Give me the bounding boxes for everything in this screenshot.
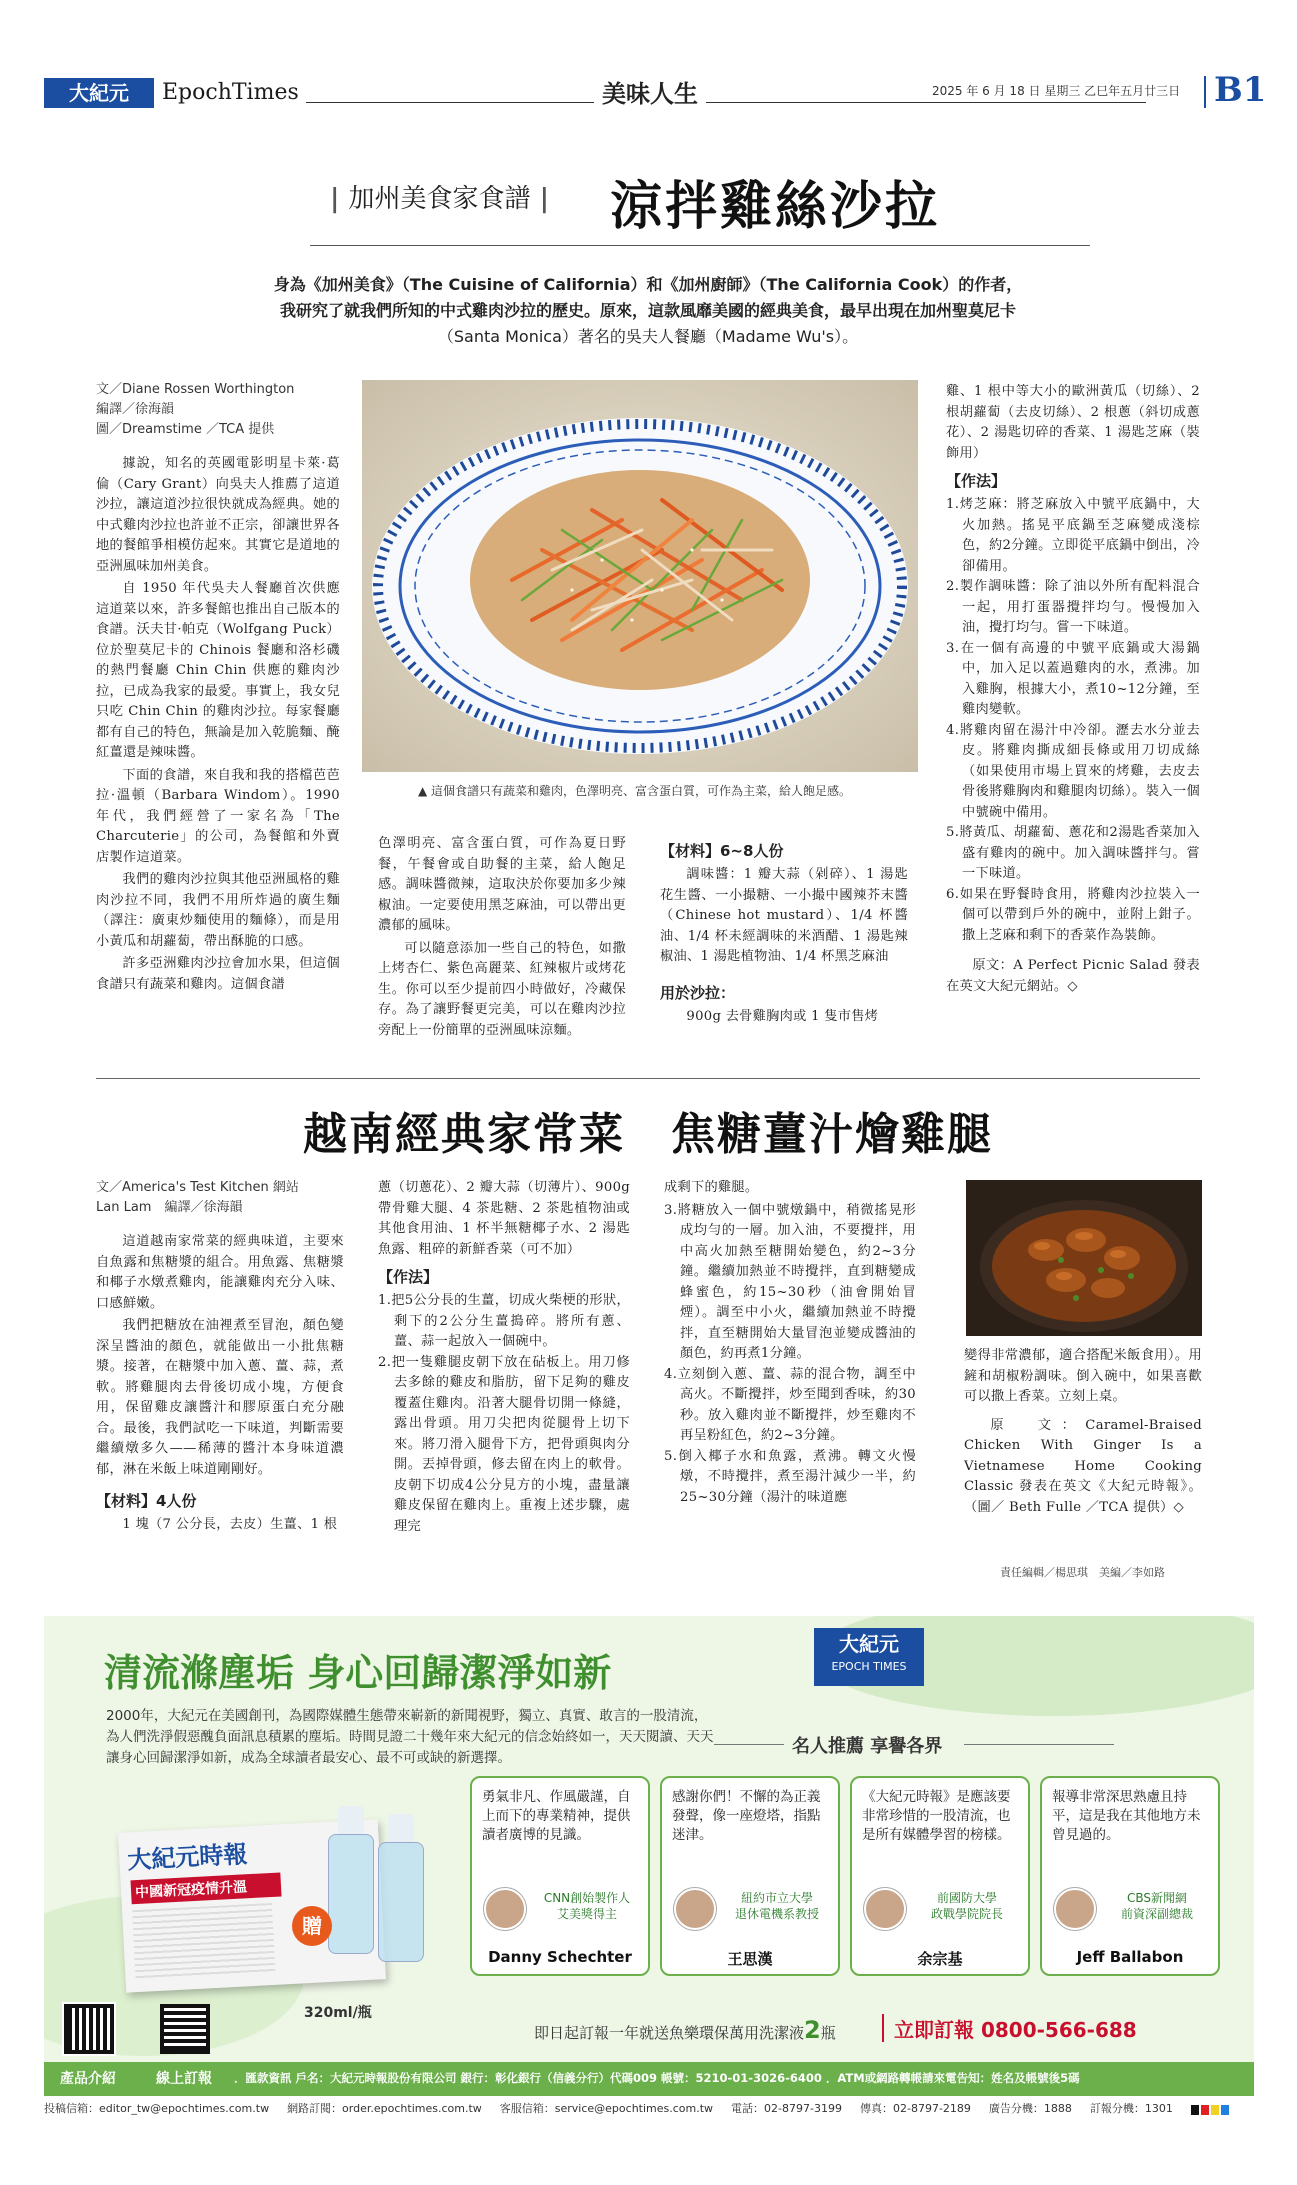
editor-credits: 責任編輯／楊思琪 美編／李如路 (1000, 1566, 1165, 1579)
article2-col4: 變得非常濃郁，適合搭配米飯食用）。用鏟和胡椒粉調味。倒入碗中，如果喜歡可以撒上香菜。立刻上桌。 原 文：Caramel-Braised Chicken With Ginger Is a Vietnamese Home Cooking Classic 發表在英文《大紀元時報》。（圖／ Beth Fulle ／TCA 提供）◇ (964, 1348, 1202, 1515)
article2-col3: 成剩下的雞腿。 3.將糖放入一個中號燉鍋中，稍微搖晃形成均勻的一層。加入油，不要攪拌，用中高火加熱至糖開始變色，約2~3分鐘。繼續加熱並不時攪拌，直到糖變成蜂蜜色，約15~30秒（油會開始冒煙）。調至中小火，繼續加熱並不時攪拌，直至糖開始大量冒泡並變成醬油的顏色，約再煮1分鐘。 4.立刻倒入蔥、薑、蒜的混合物，調至中高火。不斷攪拌，炒至聞到香味，約30秒。放入雞肉並不斷攪拌，炒至雞肉不再呈粉紅色，約2~3分鐘。 5.倒入椰子水和魚露，煮沸。轉文火慢燉，不時攪拌，煮至湯汁減少一半，約25~30分鐘（湯汁的味道應 (664, 1180, 916, 1505)
qr-label-subscribe: 線上訂報 (156, 2071, 212, 2087)
footer-service: 客服信箱：service@epochtimes.com.tw (499, 2102, 714, 2115)
chicken-illustration (966, 1180, 1202, 1336)
article1-col4: 雞、1 根中等大小的歐洲黃瓜（切絲）、2 根胡蘿蔔（去皮切絲）、2 根蔥（斜切成蔥花）、2 湯匙切碎的香菜、1 湯匙芝麻（裝飾用） 【作法】 1.烤芝麻：將芝麻放入中號平底鍋中，大火加熱。搖晃平底鍋至芝麻變成淺棕色，約2分鐘。立即從平底鍋中倒出，冷卻備用。 2.製作調味醬：除了油以外所有配料混合一起，用打蛋器攪拌均勻。慢慢加入油，攪打均勻。嘗一下味道。 3.在一個有高邊的中號平底鍋或大湯鍋中，加入足以蓋過雞肉的水，煮沸。加入雞胸，根據大小，煮10~12分鐘，至雞肉變軟。 4.將雞肉留在湯汁中冷卻。瀝去水分並去皮。將雞肉撕成細長條或用刀切成絲（如果使用市場上買來的烤雞，去皮去骨後將雞胸肉和雞腿肉切絲）。裝入一個中號碗中備用。 5.將黃瓜、胡蘿蔔、蔥花和2湯匙香菜加入盛有雞肉的碗中。加入調味醬拌勻。嘗一下味道。 6.如果在野餐時食用，將雞肉沙拉裝入一個可以帶到戶外的碗中，並附上鉗子。撒上芝麻和剩下的香菜作為裝飾。 原文：A Perfect Picnic Salad 發表在英文大紀元網站。◇ (946, 384, 1200, 994)
footer-ad-ext: 廣告分機：1888 (988, 2102, 1072, 2115)
subscription-ad (44, 1616, 1254, 2096)
qr-label-product: 產品介紹 (60, 2071, 116, 2087)
bottle-size: 320ml/瓶 (304, 2005, 372, 2021)
section-title: 美味人生 (594, 74, 706, 109)
byline: 文／Diane Rossen Worthington 編譯／徐海韻 圖／Dreamstime ／TCA 提供 (96, 382, 295, 437)
article2-col2: 蔥（切蔥花）、2 瓣大蒜（切薄片）、900g 帶骨雞大腿、4 茶匙糖、2 茶匙植物油或其他食用油、1 杯半無糖椰子水、2 湯匙魚露、粗碎的新鮮香菜（可不加） 【作法】 1.把5公分長的生薑，切成火柴梗的形狀，剩下的2公分生薑搗碎。將所有蔥、薑、蒜一起放入一個碗中。 2.把一隻雞腿皮朝下放在砧板上。用刀修去多餘的雞皮和脂肪，留下足夠的雞皮覆蓋住雞肉。沿著大腿骨切開一條縫，露出骨頭。用刀尖把肉從腿骨上切下來。將刀滑入腿骨下方，把骨頭與肉分開。丟掉骨頭，修去留在肉上的軟骨。皮朝下切成4公分見方的小塊，盡量讓雞皮保留在雞肉上。重複上述步驟，處理完 (378, 1180, 630, 1534)
article1-title: 涼拌雞絲沙拉 (610, 176, 941, 237)
page-number: B1 (1214, 70, 1267, 110)
ingredients-heading: 【材料】4人份 (96, 1492, 197, 1510)
endorsement-card: 勇氣非凡、作風嚴謹，自上而下的專業精神，提供讀者廣博的見識。 CNN創始製作人 艾美獎得主 Danny Schechter (470, 1776, 650, 1976)
article1-col2: 色澤明亮、富含蛋白質，可作為夏日野餐，午餐會或自助餐的主菜，給人飽足感。調味醬微辣，這取決於你要加多少辣椒油。一定要使用黑芝麻油，可以帶出更濃郁的風味。 可以隨意添加一些自己的特色，如撒上烤杏仁、紫色高麗菜、紅辣椒片或烤花生。你可以至少提前四小時做好，冷藏保存。為了讓野餐更完美，可以在雞肉沙拉旁配上一份簡單的亞洲風味涼麵。 (378, 836, 626, 1038)
ad-logo: 大紀元 EPOCH TIMES (814, 1628, 924, 1686)
logo-en: EpochTimes (162, 80, 299, 105)
article1-col1: 文／Diane Rossen Worthington 編譯／徐海韻 圖／Dreamstime ／TCA 提供 據說，知名的英國電影明星卡萊·葛倫（Cary Grant）向吳夫人推薦了這道沙拉，讓這道沙拉很快就成為經典。她的中式雞肉沙拉也許並不正宗，卻讓世界各地的餐館爭相模仿起來。其實它是道地的亞洲風味加州美食。 自 1950 年代吳夫人餐廳首次供應這道菜以來，許多餐館也推出自己版本的食譜。沃夫甘·帕克（Wolfgang Puck）位於聖莫尼卡的 Chinois 餐廳和洛杉磯的熱門餐廳 Chin Chin 供應的雞肉沙拉，已成為我家的最愛。事實上，我女兒只吃 Chin Chin 的雞肉沙拉。每家餐廳都有自己的特色，無論是加入乾脆麵、醃紅薑還是辣味醬。 下面的食譜，來自我和我的搭檔芭芭拉·溫頓（Barbara Windom）。1990 年代，我們經營了一家名為「The Charcuterie」的公司，為餐館和外賣店製作這道菜。 我們的雞肉沙拉與其他亞洲風格的雞肉沙拉不同，我們不用所炸過的廣生麵（譯注：廣東炒麵使用的麵條），而是用小黃瓜和胡蘿蔔，帶出酥脆的口感。 許多亞洲雞肉沙拉會加水果，但這個食譜只有蔬菜和雞肉。這個食譜 (96, 382, 340, 992)
footer-contribute: 投稿信箱：editor_tw@epochtimes.com.tw (44, 2102, 270, 2115)
qr-code-subscribe[interactable] (160, 2004, 210, 2054)
footer-phone: 電話：02-8797-3199 (731, 2102, 842, 2115)
qr-code-product[interactable] (64, 2004, 114, 2054)
method-heading: 【作法】 (946, 472, 1007, 490)
avatar (864, 1888, 906, 1930)
salad-illustration (362, 380, 918, 772)
gift-badge: 贈 (292, 1906, 332, 1946)
ingredients-heading: 【材料】6~8人份 (660, 842, 784, 860)
article1-lead: 身為《加州美食》（The Cuisine of California）和《加州廚師》（The California Cook）的作者， 我研究了就我們所知的中式雞肉沙拉的歷史。原來，這款風靡美國的經典美食，最早出現在加州聖莫尼卡 （Santa Monica）著名的吳夫人餐廳（Madame Wu's）。 (273, 275, 1023, 346)
offer-text: 即日起訂報一年就送魚樂環保萬用洗潔液2瓶 (534, 2016, 836, 2044)
avatar (1054, 1888, 1096, 1930)
footer-order: 網路訂閱：order.epochtimes.com.tw (287, 2102, 482, 2115)
article1-kicker: | 加州美食家食譜 | (330, 184, 550, 214)
endorsement-card: 感謝你們！不懈的為正義發聲，像一座燈塔，指點迷津。 紐約市立大學 退休電機系教授 王思漢 (660, 1776, 840, 1976)
masthead (44, 70, 1267, 114)
footer-sub-ext: 訂報分機：1301 (1089, 2102, 1173, 2115)
ad-body: 2000年，大紀元在美國創刊，為國際媒體生態帶來嶄新的新聞視野，獨立、真實、敢言的一股清流，為人們洗淨假惡醜負面訊息積累的塵垢。時間見證二十幾年來大紀元的信念始終如一，天天閱讀、天天讓身心回歸潔淨如新，成為全球讀者最安心、最不可或缺的新選擇。 (106, 1708, 714, 1766)
endorsement-card: 報導非常深思熟慮且持平，這是我在其他地方未曾見過的。 CBS新聞網 前資深副總裁 Jeff Ballabon (1040, 1776, 1220, 1976)
newspaper-image: 大紀元時報 中國新冠疫情升溫 (118, 1819, 386, 1992)
salad-photo (362, 380, 918, 772)
date: 2025 年 6 月 18 日 星期三 乙巳年五月廿三日 (926, 82, 1186, 99)
bank-info: ．匯款資訊 戶名：大紀元時報股份有限公司 銀行：彰化銀行（信義分行）代碼009 帳號：5210-01-3026-6400 ．ATM或網路轉帳請來電告知：姓名及帳號後5碼 (234, 2071, 1080, 2085)
article2-title: 越南經典家常菜 焦糖薑汁燴雞腿 (303, 1109, 993, 1160)
endorse-heading: 名人推薦 享譽各界 (792, 1736, 943, 1757)
method-heading: 【作法】 (378, 1268, 439, 1286)
endorsement-card: 《大紀元時報》是應該要非常珍惜的一股清流，也是所有媒體學習的榜樣。 前國防大學 政戰學院院長 余宗基 (850, 1776, 1030, 1976)
avatar (484, 1888, 526, 1930)
article1-col3: 【材料】6~8人份 調味醬：1 瓣大蒜（剁碎）、1 湯匙花生醬、一小撮糖、一小撮中國辣芥末醬（Chinese hot mustard）、1/4 杯醬油、1/4 杯未經調味的米酒醋、1 湯匙辣椒油、1 湯匙植物油、1/4 杯黑芝麻油 用於沙拉： 900g 去骨雞胸肉或 1 隻市售烤 (660, 842, 908, 1024)
logo: 大紀元 (44, 78, 154, 108)
spray-bottle (324, 1806, 378, 1956)
photo-caption: ▲ 這個食譜只有蔬菜和雞肉，色澤明亮、富含蛋白質，可作為主菜，給人飽足感。 (418, 784, 852, 798)
footer (44, 2100, 1254, 2120)
avatar (674, 1888, 716, 1930)
color-bars (1191, 2100, 1229, 2120)
byline: 文／America's Test Kitchen 網站 Lan Lam 編譯／徐海韻 (96, 1180, 299, 1215)
subscribe-cta[interactable]: 立即訂報 0800-566-688 (894, 2018, 1137, 2042)
article2-col1: 文／America's Test Kitchen 網站 Lan Lam 編譯／徐海韻 這道越南家常菜的經典味道，主要來自魚露和焦糖漿的組合。用魚露、焦糖漿和椰子水燉煮雞肉，能讓雞肉充分入味、口感鮮嫩。 我們把糖放在油裡煮至冒泡，顏色變深呈醬油的顏色，就能做出一小批焦糖漿。接著，在糖漿中加入蔥、薑、蒜，煮軟。將雞腿肉去骨後切成小塊，方便食用，保留雞皮讓醬汁和膠原蛋白充分融合。最後，我們試吃一下味道，判斷需要繼續燉多久——稀薄的醬汁本身味道濃郁，淋在米飯上味道剛剛好。 【材料】4人份 1 塊（7 公分長，去皮）生薑、1 根 (96, 1180, 344, 1532)
ad-headline: 清流滌塵垢 身心回歸潔淨如新 (104, 1651, 612, 1695)
footer-fax: 傳真：02-8797-2189 (859, 2102, 971, 2115)
salad-heading: 用於沙拉： (660, 983, 736, 1002)
chicken-photo (966, 1180, 1202, 1336)
spray-bottle (374, 1814, 428, 1964)
